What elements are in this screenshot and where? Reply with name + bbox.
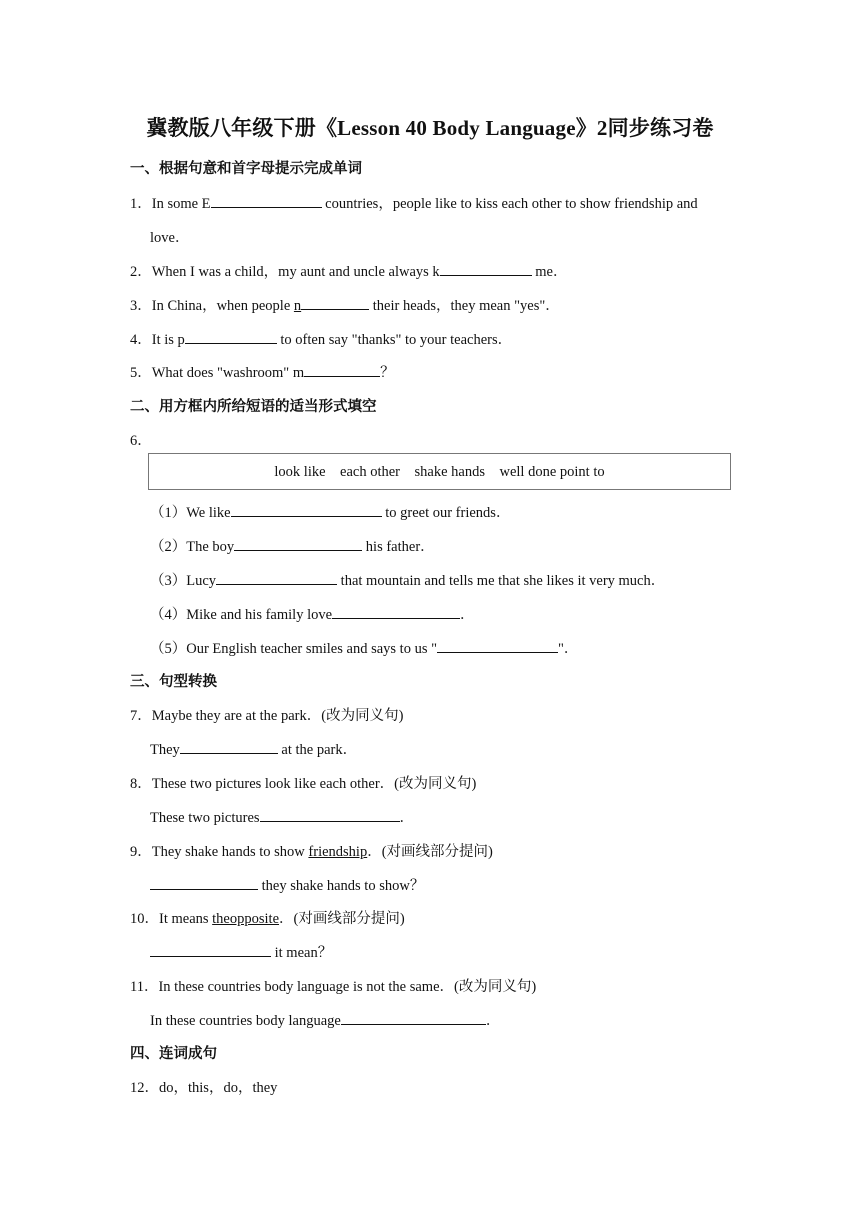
q6p2-blank[interactable] (234, 536, 362, 551)
q6p4-text-b: ． (460, 607, 475, 623)
question-11: 11．In these countries body language is not the same．(改为同义句) (130, 979, 537, 995)
q9-blank[interactable] (150, 875, 258, 890)
q6p1-text-a: （1）We like (150, 505, 231, 521)
question-8: 8．These two pictures look like each other．(改为同义句) (130, 776, 477, 792)
q7-text-b: at the park． (277, 742, 358, 758)
q4-blank[interactable] (185, 329, 277, 344)
q11-blank[interactable] (341, 1010, 486, 1025)
q2-blank[interactable] (440, 261, 532, 276)
q2-text-b: me． (531, 264, 568, 280)
q6p3-text-a: （3）Lucy (150, 573, 217, 589)
q9-text-a: 9．They shake hands to show (130, 844, 309, 860)
q1-text-a: 1．In some E (130, 196, 211, 212)
q10-text-a: 10．It means (130, 911, 213, 927)
q3-blank[interactable] (301, 295, 369, 310)
phrase-box (148, 453, 731, 490)
question-12: 12．do，this，do，they (130, 1080, 278, 1096)
q4-text-b: to often say "thanks" to your teachers． (276, 332, 513, 348)
q8-text-b: ． (399, 810, 415, 826)
q6p1-text-b: to greet our friends． (381, 505, 511, 521)
question-9 (130, 840, 493, 861)
q7-blank[interactable] (180, 739, 278, 754)
q3-text-a: 3．In China，when people (130, 298, 294, 314)
q10-underlined: theopposite (212, 911, 280, 927)
question-3 (130, 294, 560, 315)
q6-part-5 (150, 637, 578, 658)
phrase-box-text: look like each other shake hands well done point to (274, 464, 605, 480)
section-1-heading: 一、根据句意和首字母提示完成单词 (130, 161, 362, 177)
q6-part-2 (150, 535, 435, 556)
q10-text-b: ．(对画线部分提问) (279, 911, 405, 927)
q9-text-c: they shake hands to show？ (258, 878, 425, 894)
section-2-heading: 二、用方框内所给短语的适当形式填空 (130, 399, 377, 415)
q6p2-text-a: （2）The boy (150, 539, 235, 555)
q7-text-a: They (150, 742, 180, 758)
q10-blank[interactable] (150, 942, 271, 957)
page-title: 冀教版八年级下册《Lesson 40 Body Language》2同步练习卷 (146, 116, 714, 140)
q8-answer-line (150, 806, 414, 827)
q9-underlined: friendship (308, 844, 368, 860)
question-1 (130, 192, 698, 213)
section-4-heading: 四、连词成句 (130, 1046, 217, 1062)
q6-part-4 (150, 603, 475, 624)
q11-text-a: In these countries body language (150, 1013, 341, 1029)
q6p2-text-b: his father． (362, 539, 435, 555)
question-7: 7．Maybe they are at the park．(改为同义句) (130, 708, 404, 724)
q9-answer-line (150, 874, 424, 895)
q6p4-blank[interactable] (332, 604, 460, 619)
q6p1-blank[interactable] (231, 502, 382, 517)
question-10 (130, 907, 405, 928)
q11-answer-line (150, 1009, 500, 1030)
section-3-heading: 三、句型转换 (130, 674, 217, 690)
q6-part-1 (150, 501, 510, 522)
q4-text-a: 4．It is p (130, 332, 185, 348)
q3-letter: n (293, 298, 302, 314)
q6p4-text-a: （4）Mike and his family love (150, 607, 333, 623)
q5-text-a: 5．What does "washroom" m (130, 365, 305, 381)
q1-text-b: countries，people like to kiss each other to show friendship and (321, 196, 698, 212)
q6-part-3 (150, 569, 665, 590)
question-5 (130, 361, 395, 382)
q5-blank[interactable] (304, 362, 380, 377)
q9-text-b: ．(对画线部分提问) (367, 844, 493, 860)
q7-answer-line (150, 738, 357, 759)
q11-text-b: ． (485, 1013, 501, 1029)
q10-text-c: it mean？ (271, 945, 333, 961)
q8-blank[interactable] (260, 807, 400, 822)
question-6-number: 6． (130, 433, 152, 449)
q6p5-blank[interactable] (437, 638, 558, 653)
question-2 (130, 260, 568, 281)
q8-text-a: These two pictures (150, 810, 260, 826)
question-4 (130, 328, 512, 349)
q5-text-b: ？ (380, 365, 395, 381)
q6p5-text-a: （5）Our English teacher smiles and says to us " (150, 641, 438, 657)
q10-answer-line (150, 941, 332, 962)
q1-continued: love． (150, 230, 190, 246)
q2-text-a: 2．When I was a child，my aunt and uncle always k (130, 264, 440, 280)
q1-blank[interactable] (211, 193, 322, 208)
q6p3-blank[interactable] (216, 570, 337, 585)
q6p3-text-b: that mountain and tells me that she likes it very much． (337, 573, 666, 589)
q3-text-b: their heads，they mean "yes"． (369, 298, 560, 314)
q6p5-text-b: "． (558, 641, 579, 657)
